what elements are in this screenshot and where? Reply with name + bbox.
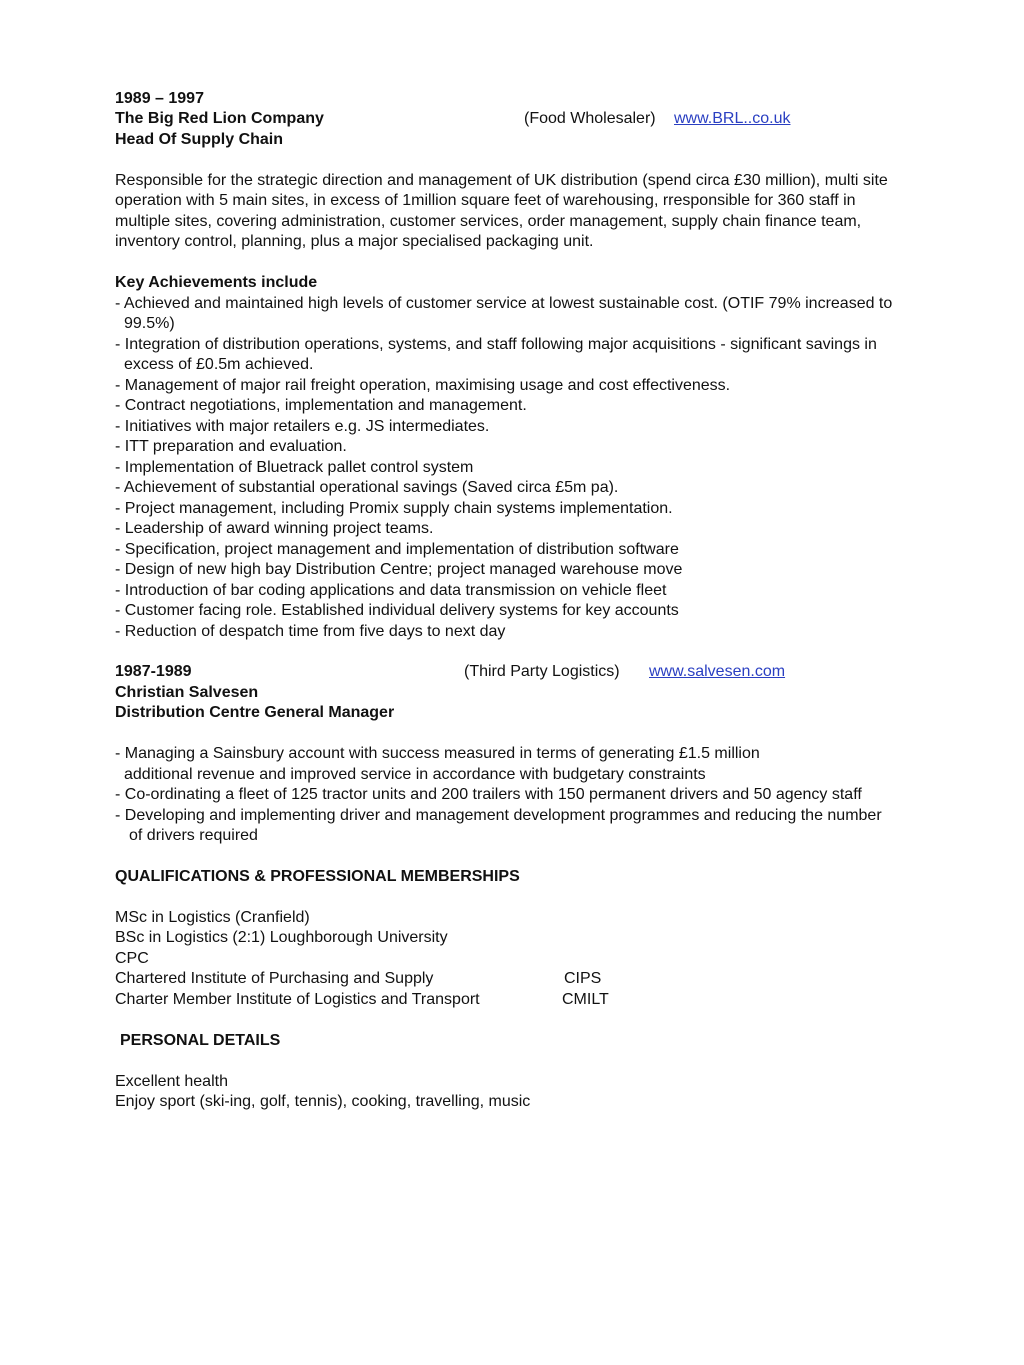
list-item: - Developing and implementing driver and management development programmes and reducing the number [115,807,882,824]
list-item: - Specification, project management and implementation of distribution software [115,541,679,558]
list-item: - Achieved and maintained high levels of customer service at lowest sustainable cost. (OTIF 79% increased to [115,295,893,312]
list-item: - Initiatives with major retailers e.g. JS intermediates. [115,418,490,435]
list-item: - Project management, including Promix supply chain systems implementation. [115,500,673,517]
job2-title: Distribution Centre General Manager [115,704,395,721]
list-item: - Contract negotiations, implementation and management. [115,397,527,414]
list-item: 99.5%) [124,315,175,332]
job1-sector: (Food Wholesaler) [524,110,656,127]
job1-website-link[interactable]: www.BRL..co.uk [674,110,791,127]
job2-dates: 1987-1989 [115,663,192,680]
list-item: - Customer facing role. Established individual delivery systems for key accounts [115,602,679,619]
summary-line: multiple sites, covering administration, customer services, order management, supply chain finance team, [115,213,862,230]
job1-dates: 1989 – 1997 [115,90,204,107]
membership-abbrev: CIPS [564,970,602,987]
list-item: MSc in Logistics (Cranfield) [115,909,310,926]
personal-heading: PERSONAL DETAILS [120,1032,281,1049]
list-item: Charter Member Institute of Logistics and Transport [115,991,480,1008]
list-item: - Co-ordinating a fleet of 125 tractor units and 200 trailers with 150 permanent drivers and 50 agency staff [115,786,862,803]
list-item: - Management of major rail freight operation, maximising usage and cost effectiveness. [115,377,731,394]
list-item: - Integration of distribution operations, systems, and staff following major acquisitions - significant savings in [115,336,877,353]
membership-abbrev: CMILT [562,991,609,1008]
list-item: - Leadership of award winning project teams. [115,520,434,537]
list-item: - Achievement of substantial operational savings (Saved circa £5m pa). [115,479,619,496]
job2-sector: (Third Party Logistics) [464,663,620,680]
summary-line: operation with 5 main sites, in excess of 1million square feet of warehousing, rresponsible for 360 staff in [115,192,856,209]
summary-line: Responsible for the strategic direction and management of UK distribution (spend circa £30 million), multi site [115,172,888,189]
list-item: CPC [115,950,149,967]
job2-website-link[interactable]: www.salvesen.com [649,663,786,680]
job2-company: Christian Salvesen [115,684,259,701]
list-item: Enjoy sport (ski-ing, golf, tennis), cooking, travelling, music [115,1093,531,1110]
list-item: - Managing a Sainsbury account with success measured in terms of generating £1.5 million [115,745,760,762]
list-item: additional revenue and improved service in accordance with budgetary constraints [124,766,706,783]
list-item: excess of £0.5m achieved. [124,356,314,373]
list-item: - ITT preparation and evaluation. [115,438,347,455]
qualifications-heading: QUALIFICATIONS & PROFESSIONAL MEMBERSHIPS [115,868,520,885]
list-item: Chartered Institute of Purchasing and Supply [115,970,434,987]
list-item: of drivers required [129,827,258,844]
list-item: - Design of new high bay Distribution Centre; project managed warehouse move [115,561,683,578]
list-item: BSc in Logistics (2:1) Loughborough University [115,929,448,946]
job1-company: The Big Red Lion Company [115,110,324,127]
list-item: - Reduction of despatch time from five days to next day [115,623,506,640]
list-item: - Introduction of bar coding applications and data transmission on vehicle fleet [115,582,667,599]
achievements-heading: Key Achievements include [115,274,318,291]
job1-title: Head Of Supply Chain [115,131,284,148]
summary-line: inventory control, planning, plus a major specialised packaging unit. [115,233,594,250]
list-item: Excellent health [115,1073,228,1090]
list-item: - Implementation of Bluetrack pallet control system [115,459,474,476]
